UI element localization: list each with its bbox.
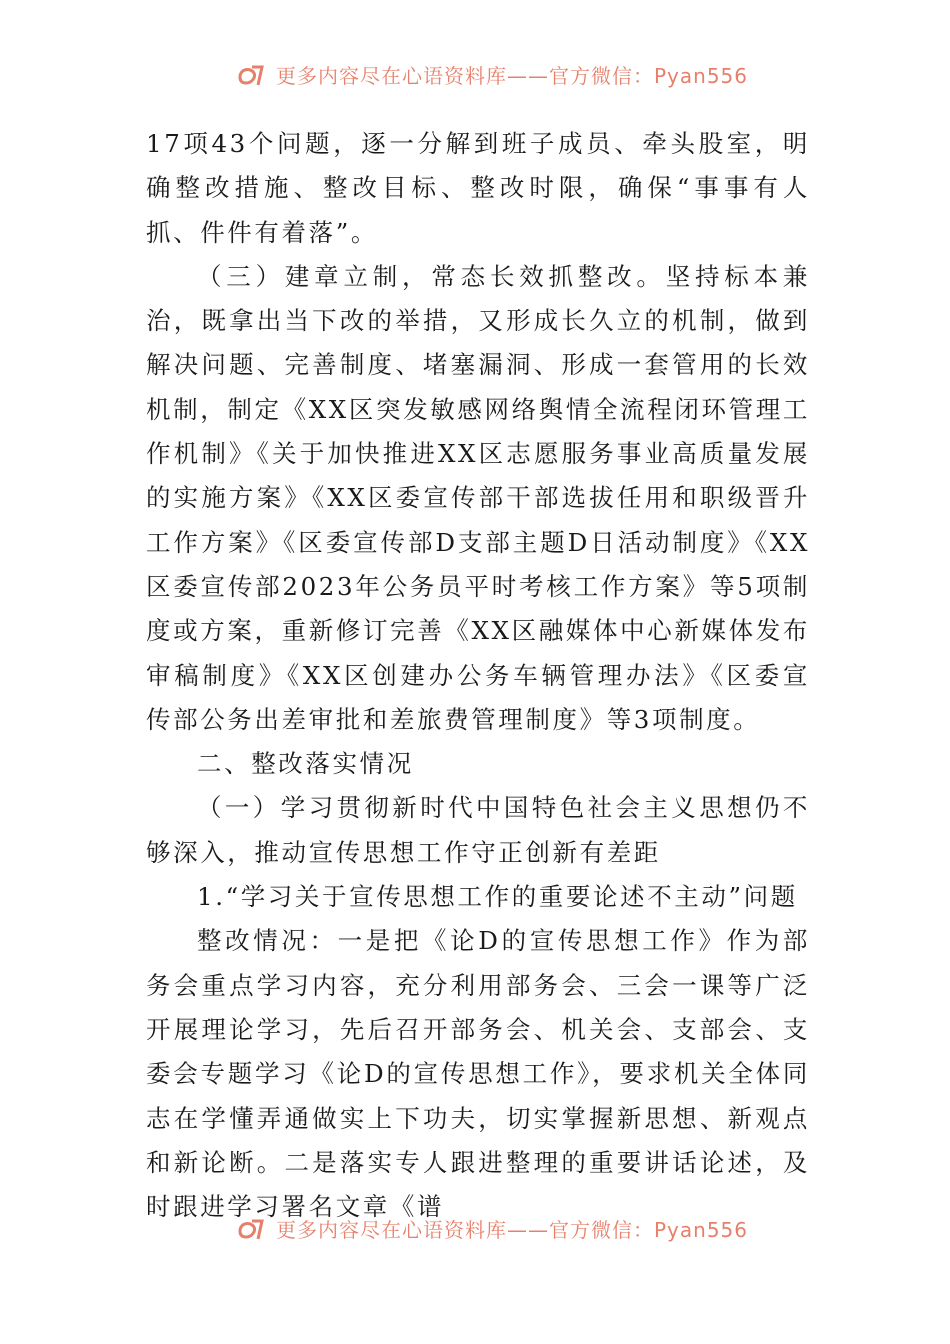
paragraph-section-three: （三）建章立制，常态长效抓整改。坚持标本兼治，既拿出当下改的举措，又形成长久立的机制，做到解决问题、完善制度、堵塞漏洞、形成一套管用的长效机制，制定《XX区突发敏感网络舆情全流程闭环管理工作机制》《关于加快推进XX区志愿服务事业高质量发展的实施方案》《XX区委宣传部干部选拔任用和职级晋升工作方案》《区委宣传部D支部主题D日活动制度》《XX区委宣传部2023年公务员平时考核工作方案》等5项制度或方案，重新修订完善《XX区融媒体中心新媒体发布审稿制度》《XX区创建办公务车辆管理办法》《区委宣传部公务出差审批和差旅费管理制度》等3项制度。: [146, 261, 810, 734]
heading-issue-one: 1.“学习关于宣传思想工作的重要论述不主动”问题: [197, 882, 798, 912]
watermark-logo-icon: [236, 63, 266, 87]
watermark-text: 更多内容尽在心语资料库——官方微信：Pyan556: [276, 1218, 749, 1242]
watermark-header: [0, 54, 950, 90]
document-body: [146, 122, 810, 1229]
watermark-logo-icon: [236, 1217, 266, 1241]
paragraph-rectification-detail: 整改情况：一是把《论D的宣传思想工作》作为部务会重点学习内容，充分利用部务会、三会一课等广泛开展理论学习，先后召开部务会、机关会、支部会、支委会专题学习《论D的宣传思想工作》，要求机关全体同志在学懂弄通做实上下功夫，切实掌握新思想、新观点和新论断。二是落实专人跟进整理的重要讲话论述，及时跟进学习署名文章《谱: [146, 926, 810, 1222]
heading-item-one: （一）学习贯彻新时代中国特色社会主义思想仍不够深入，推动宣传思想工作守正创新有差距: [146, 793, 810, 867]
heading-rectification-status: 二、整改落实情况: [197, 749, 414, 779]
watermark-footer: [0, 1208, 950, 1244]
watermark-text: 更多内容尽在心语资料库——官方微信：Pyan556: [276, 64, 749, 88]
paragraph-continuation: 17项43个问题，逐一分解到班子成员、牵头股室，明确整改措施、整改目标、整改时限，确保“事事有人抓、件件有着落”。: [146, 129, 810, 247]
